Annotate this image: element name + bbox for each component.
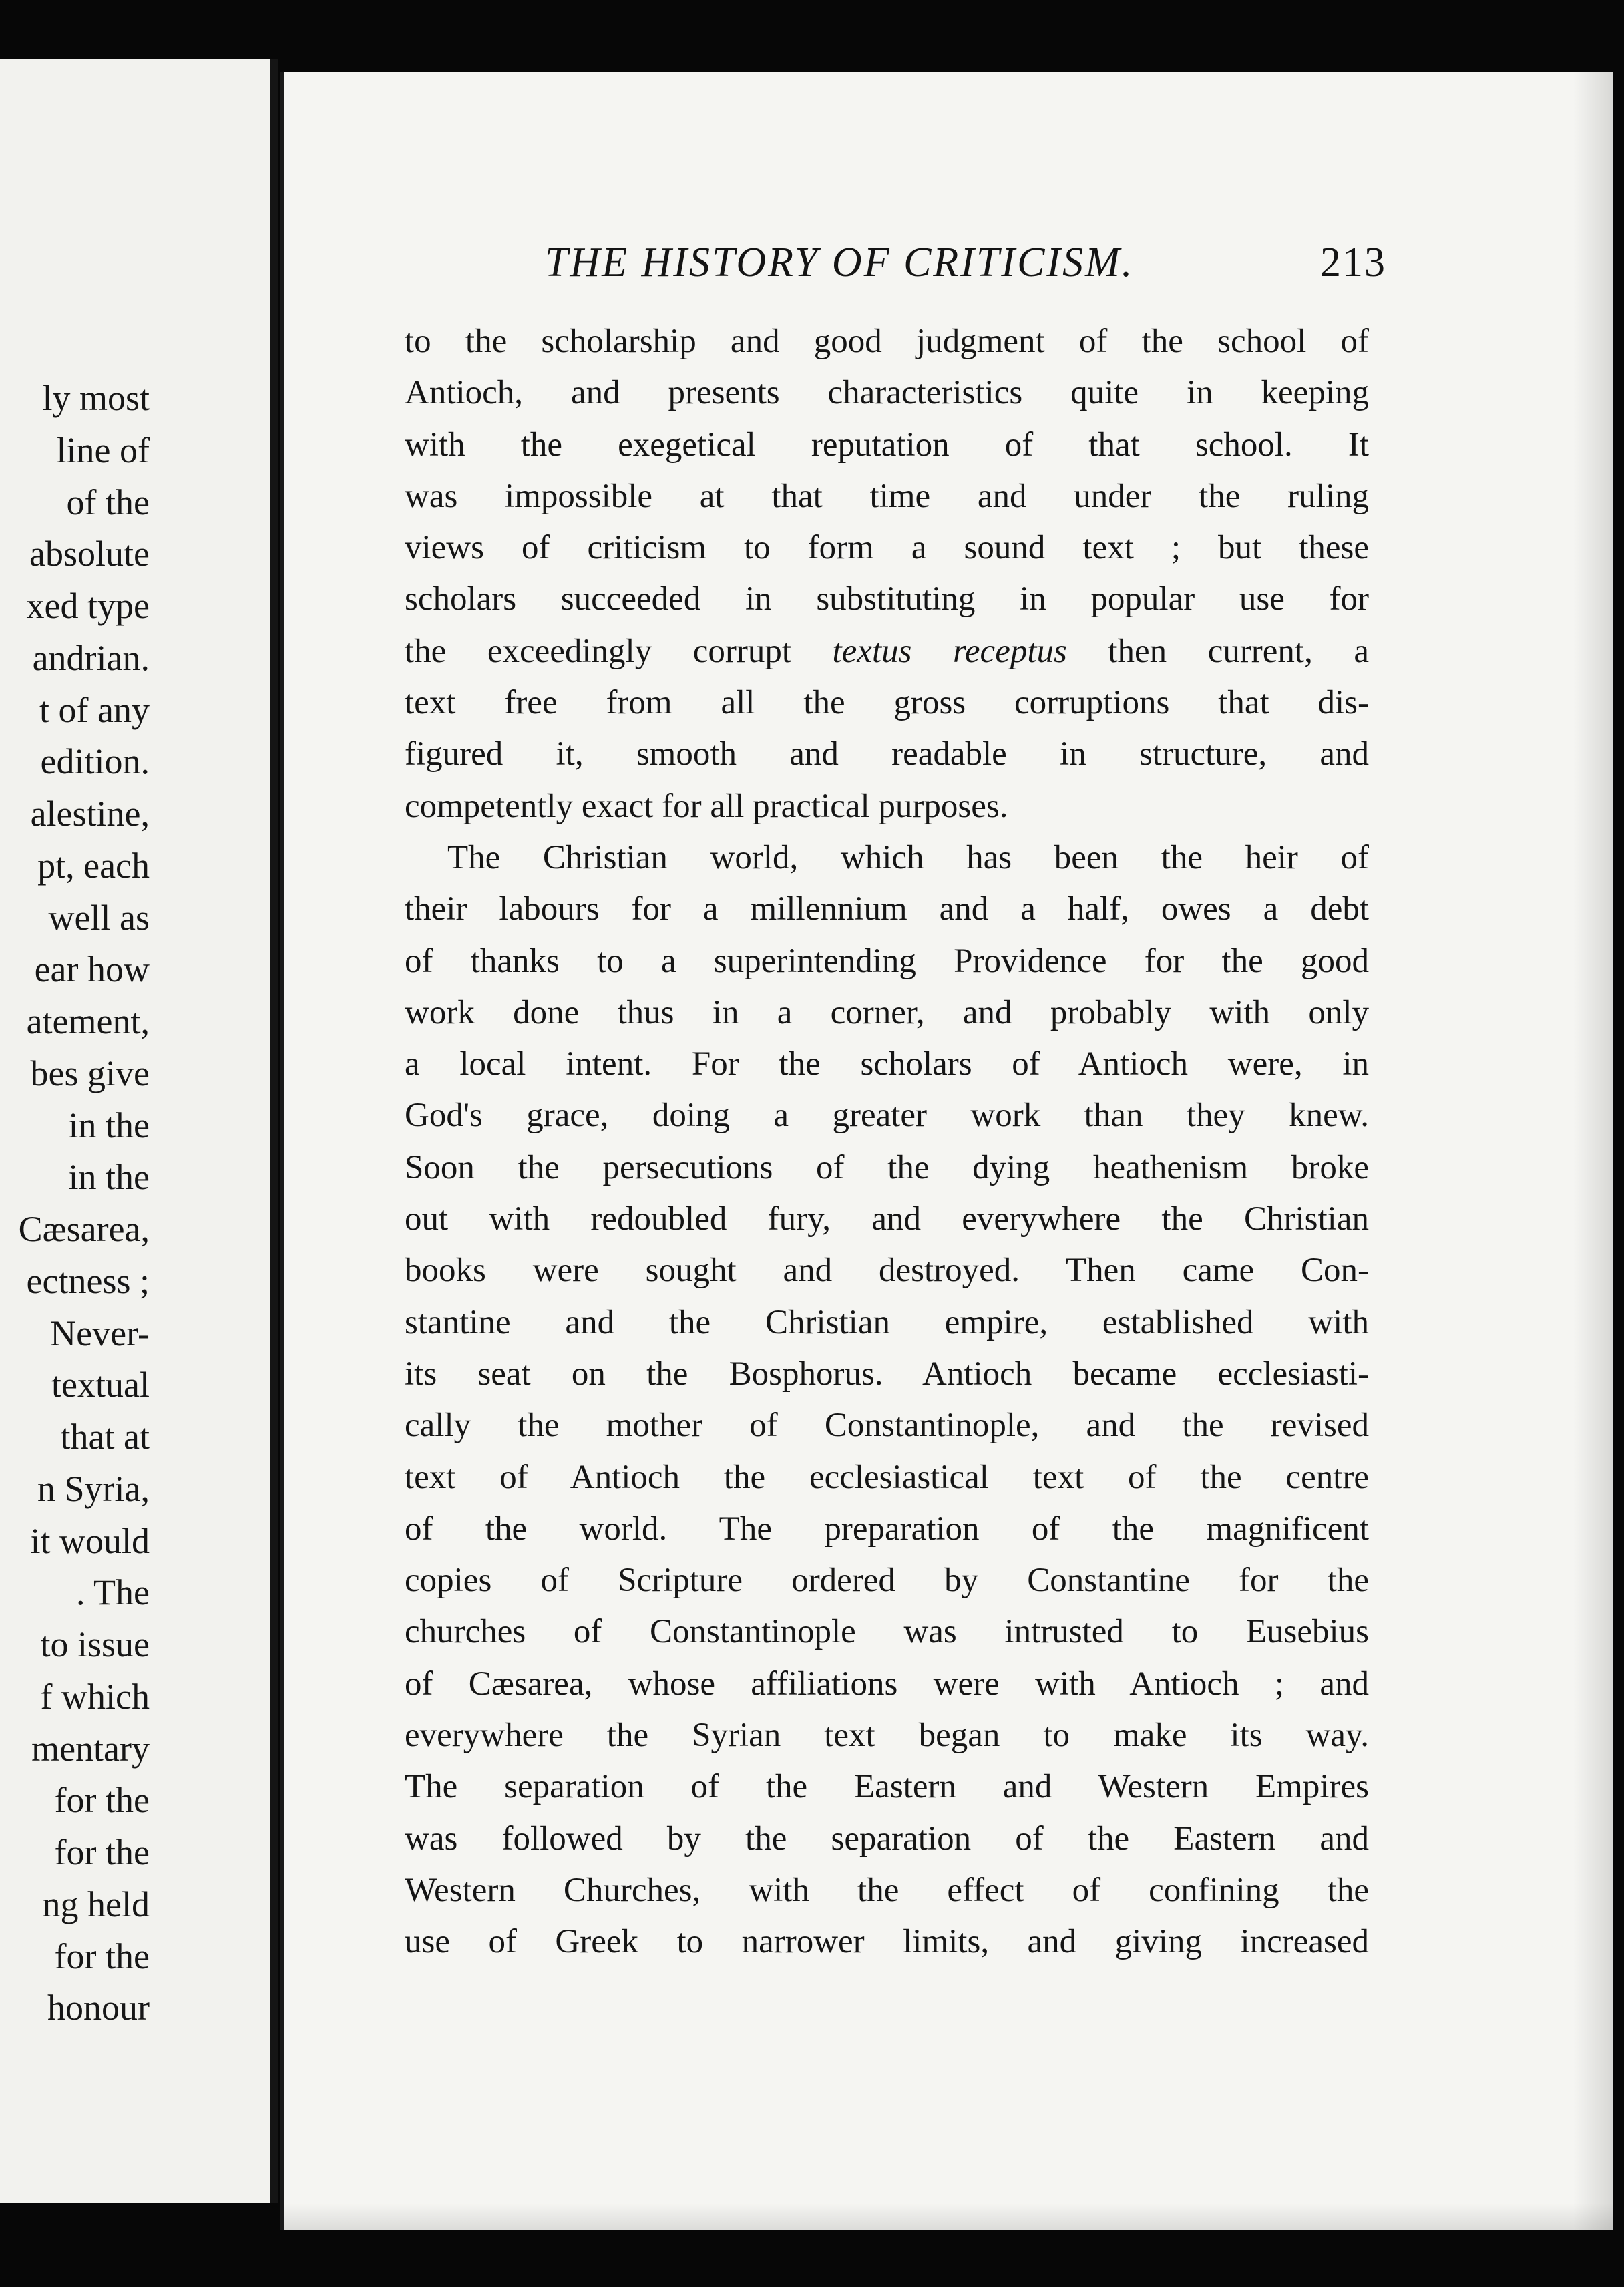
facing-page-line: textual — [51, 1365, 150, 1405]
text-line: copies of Scripture ordered by Constantine for the — [405, 1562, 1369, 1600]
facing-page-line: . The — [76, 1572, 150, 1613]
facing-page-line: it would — [30, 1520, 150, 1561]
facing-page-line: to issue — [40, 1624, 150, 1664]
facing-page-line: of the — [66, 482, 150, 522]
text-line: churches of Constantinople was intrusted to Eusebius — [405, 1613, 1369, 1651]
main-page — [280, 72, 1613, 2230]
text-line: Antioch, and presents characteristics quite in keeping — [405, 374, 1369, 412]
facing-page-line: honour — [47, 1988, 150, 2029]
text-line: a local intent. For the scholars of Antioch were, in — [405, 1045, 1369, 1083]
facing-page-line: in the — [68, 1157, 150, 1198]
italic-phrase: textus receptus — [832, 632, 1067, 670]
text-line: books were sought and destroyed. Then came Con- — [405, 1252, 1369, 1290]
facing-page-line: for the — [54, 1832, 150, 1872]
text-line: to the scholarship and good judgment of the school of — [405, 323, 1369, 360]
text-line: competently exact for all practical purposes. — [405, 787, 1008, 825]
text-line: of Cæsarea, whose affiliations were with Antioch ; and — [405, 1664, 1369, 1703]
text-line: scholars succeeded in substituting in popular use for — [405, 580, 1369, 619]
body-text — [405, 316, 1369, 1968]
text-line-prefix: the exceedingly corrupt — [405, 632, 791, 670]
text-line — [405, 626, 1369, 677]
text-line: text of Antioch the ecclesiastical text of the centre — [405, 1458, 1369, 1496]
text-line: text free from all the gross corruptions that dis- — [405, 684, 1369, 722]
facing-page-line: n Syria, — [37, 1468, 150, 1509]
facing-page-line: bes give — [30, 1053, 150, 1093]
facing-page-line: alestine, — [30, 794, 150, 834]
text-line: its seat on the Bosphorus. Antioch became ecclesiasti- — [405, 1355, 1369, 1393]
text-line: with the exegetical reputation of that school. It — [405, 425, 1369, 464]
running-head — [545, 232, 1386, 293]
facing-page-line: that at — [60, 1417, 150, 1457]
text-line: The separation of the Eastern and Western Empires — [405, 1768, 1369, 1806]
facing-page-line: line of — [56, 429, 150, 470]
text-line: Soon the persecutions of the dying heathenism broke — [405, 1148, 1369, 1186]
facing-page-line: for the — [54, 1780, 150, 1821]
text-line: of thanks to a superintending Providence for the good — [405, 942, 1369, 980]
facing-page-line: Never- — [50, 1312, 150, 1353]
text-line: out with redoubled fury, and everywhere the Christian — [405, 1200, 1369, 1238]
facing-page-line: ly most — [42, 378, 150, 418]
facing-page-line: ear how — [34, 949, 150, 990]
text-line: Western Churches, with the effect of confining the — [405, 1871, 1369, 1909]
facing-page-line: xed type — [26, 586, 150, 626]
text-line: was followed by the separation of the Eastern and — [405, 1819, 1369, 1858]
facing-page-line: edition. — [40, 741, 150, 782]
facing-page-line: ectness ; — [26, 1260, 150, 1301]
text-line: work done thus in a corner, and probably with only — [405, 993, 1369, 1031]
facing-page-line: andrian. — [32, 637, 150, 678]
facing-page-line: in the — [68, 1105, 150, 1146]
text-line: was impossible at that time and under the ruling — [405, 477, 1369, 515]
facing-page-line: f which — [40, 1676, 150, 1717]
text-line: of the world. The preparation of the magnificent — [405, 1510, 1369, 1548]
facing-page-line: ng held — [42, 1884, 150, 1924]
page-number: 213 — [1320, 240, 1386, 285]
facing-page-line: for the — [54, 1936, 150, 1976]
paragraph-first-line: The Christian world, which has been the heir of — [447, 838, 1369, 876]
text-line: everywhere the Syrian text began to make its way. — [405, 1717, 1369, 1755]
facing-page-line: mentary — [31, 1728, 150, 1769]
facing-page — [0, 59, 276, 2203]
facing-page-text — [0, 373, 150, 2035]
facing-page-line: Cæsarea, — [18, 1209, 150, 1249]
facing-page-line: well as — [48, 897, 150, 938]
text-line: their labours for a millennium and a half, owes a debt — [405, 890, 1369, 928]
text-line: God's grace, doing a greater work than they knew. — [405, 1097, 1369, 1135]
text-line: cally the mother of Constantinople, and the revised — [405, 1407, 1369, 1445]
text-line-suffix: then current, a — [1108, 632, 1369, 670]
facing-page-line: pt, each — [37, 845, 150, 886]
running-title: THE HISTORY OF CRITICISM. — [545, 240, 1135, 285]
page-bottom-shadow — [284, 2203, 1613, 2230]
facing-page-line: t of any — [39, 689, 150, 730]
text-line: views of criticism to form a sound text ; but these — [405, 529, 1369, 567]
text-line: use of Greek to narrower limits, and giving increased — [405, 1923, 1369, 1961]
text-line: stantine and the Christian empire, established with — [405, 1303, 1369, 1341]
page-edge-shadow — [1573, 72, 1613, 2230]
facing-page-line: absolute — [29, 534, 150, 574]
text-line: figured it, smooth and readable in structure, and — [405, 735, 1369, 773]
page-gutter — [270, 59, 278, 2203]
facing-page-line: atement, — [26, 1001, 150, 1041]
